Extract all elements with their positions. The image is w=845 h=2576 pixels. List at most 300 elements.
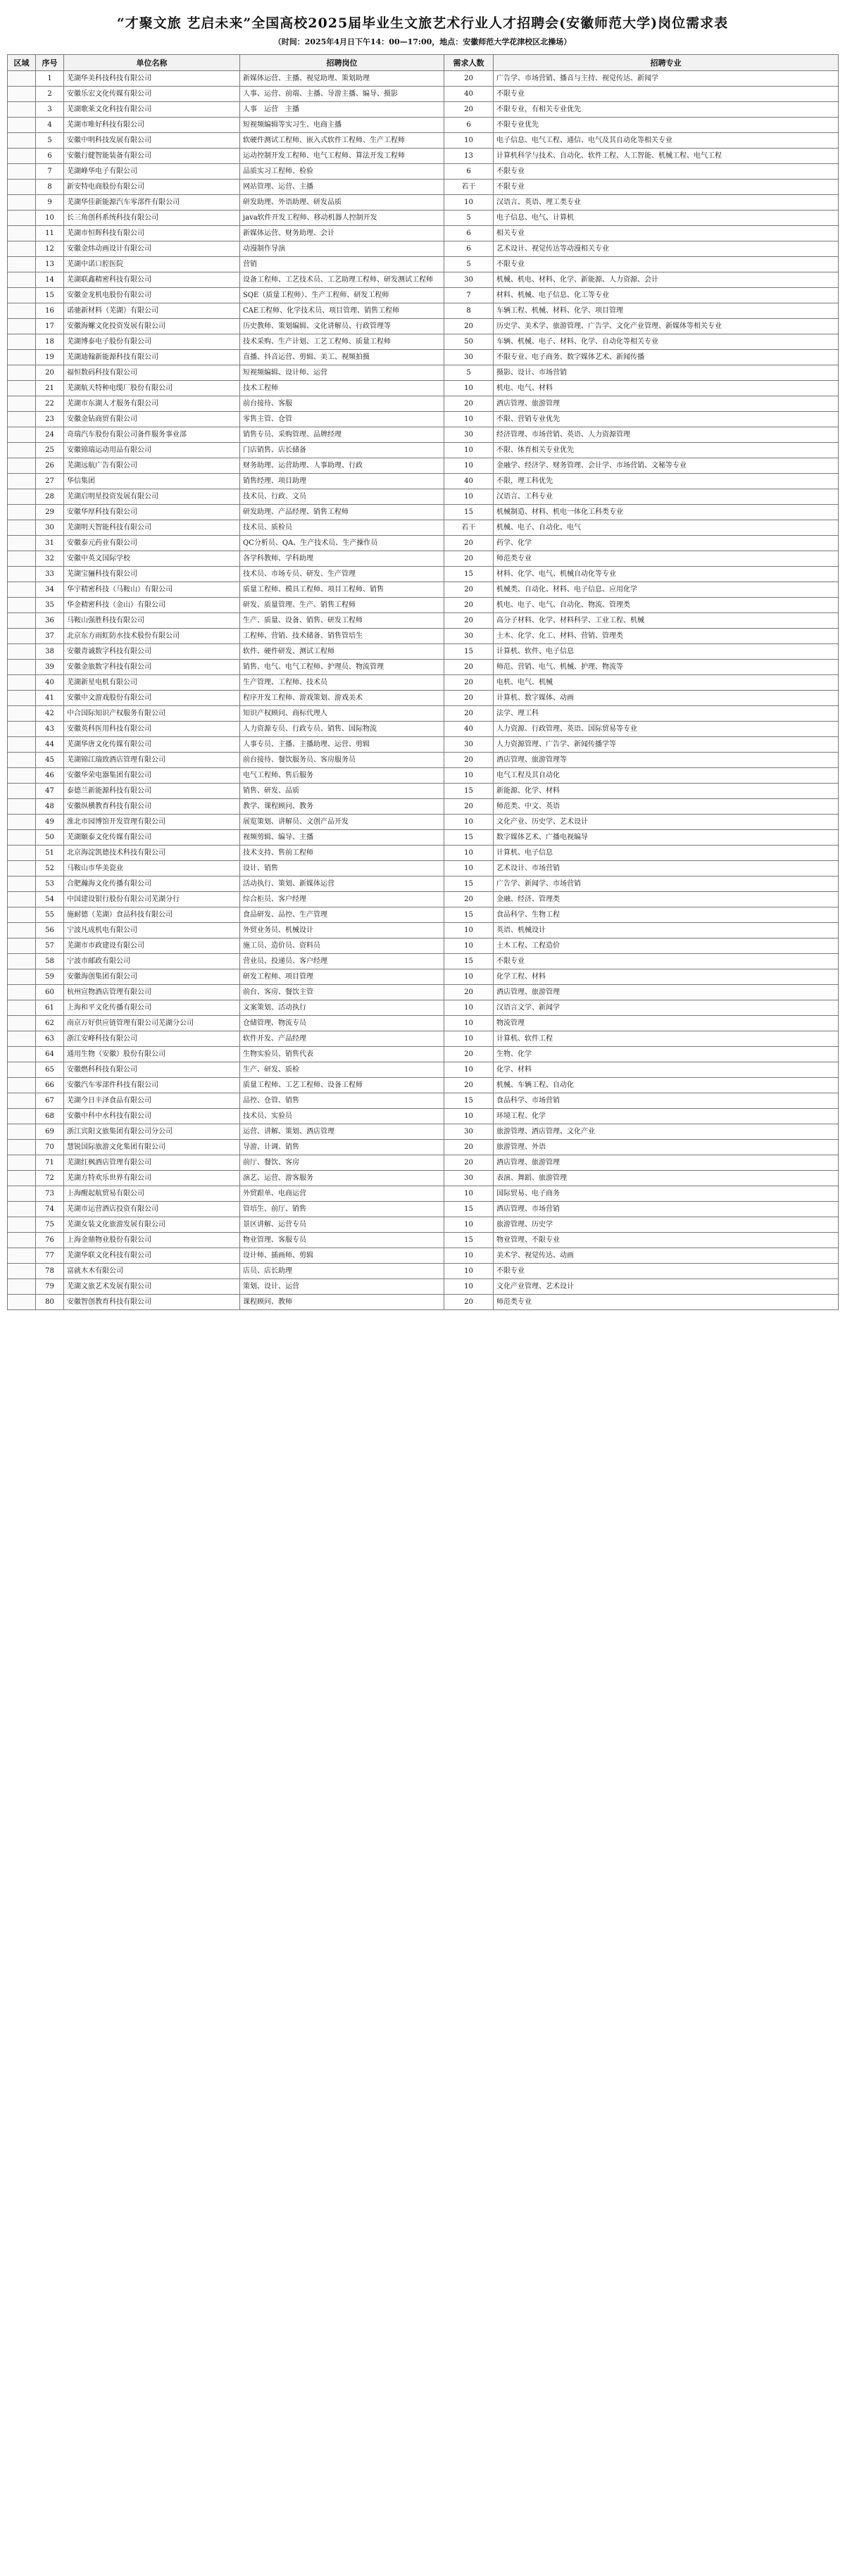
cell-count: 15 xyxy=(444,907,494,923)
cell-num: 6 xyxy=(36,149,64,164)
cell-count: 20 xyxy=(444,102,494,118)
cell-position: 技术采购、生产计划、工艺工程师、质量工程师 xyxy=(240,334,444,350)
cell-region xyxy=(8,303,36,319)
table-row xyxy=(8,102,839,118)
cell-region xyxy=(8,288,36,303)
table-row xyxy=(8,164,839,180)
cell-count: 6 xyxy=(444,164,494,180)
cell-company: 安徽泰元药业有限公司 xyxy=(64,536,240,551)
table-row xyxy=(8,753,839,768)
cell-major: 摄影、设计、市场营销 xyxy=(494,365,839,381)
table-row xyxy=(8,923,839,938)
cell-major: 国际贸易、电子商务 xyxy=(494,1186,839,1202)
cell-major: 车辆工程、机械、材料、化学、项目管理 xyxy=(494,303,839,319)
cell-major: 师范、营销、电气、机械、护理、物流等 xyxy=(494,660,839,675)
cell-num: 47 xyxy=(36,784,64,799)
cell-count: 30 xyxy=(444,272,494,288)
cell-region xyxy=(8,226,36,241)
cell-major: 酒店管理、旅游管理 xyxy=(494,985,839,1000)
cell-position: 软件、硬件研发、测试工程师 xyxy=(240,644,444,660)
cell-count: 15 xyxy=(444,1093,494,1109)
cell-major: 数字媒体艺术、广播电视编导 xyxy=(494,830,839,846)
cell-position: CAE工程师、化学技术员、项目管理、销售工程师 xyxy=(240,303,444,319)
table-row xyxy=(8,87,839,102)
cell-major: 酒店管理、旅游管理 xyxy=(494,1155,839,1171)
cell-company: 芜湖市恒辉科技有限公司 xyxy=(64,226,240,241)
cell-major: 酒店管理、市场营销 xyxy=(494,1202,839,1217)
cell-num: 15 xyxy=(36,288,64,303)
cell-position: 研发、质量管理、生产、销售工程师 xyxy=(240,598,444,613)
cell-region xyxy=(8,1093,36,1109)
cell-position: 电气工程师、售后服务 xyxy=(240,768,444,784)
header-count: 需求人数 xyxy=(444,55,494,71)
cell-region xyxy=(8,180,36,195)
cell-position: 新媒体运营、财务助理、会计 xyxy=(240,226,444,241)
cell-num: 27 xyxy=(36,474,64,489)
table-row xyxy=(8,582,839,598)
cell-position: 研发工程师、项目管理 xyxy=(240,969,444,985)
cell-position: 研发助理、外语助理、研发品质 xyxy=(240,195,444,211)
table-row xyxy=(8,877,839,892)
cell-position: 外贸跟单、电商运营 xyxy=(240,1186,444,1202)
cell-major: 环境工程、化学 xyxy=(494,1109,839,1124)
cell-region xyxy=(8,753,36,768)
cell-major: 旅游管理、酒店管理、文化产业 xyxy=(494,1124,839,1140)
cell-major: 汉语言文学、新闻学 xyxy=(494,1000,839,1016)
cell-position: 软硬件测试工程师、嵌入式软件工程师、生产工程师 xyxy=(240,133,444,149)
cell-num: 51 xyxy=(36,846,64,861)
cell-count: 20 xyxy=(444,706,494,722)
cell-company: 芜湖歌莱文化科技有限公司 xyxy=(64,102,240,118)
cell-num: 70 xyxy=(36,1140,64,1155)
cell-count: 10 xyxy=(444,923,494,938)
cell-major: 化学工程、材料 xyxy=(494,969,839,985)
cell-num: 78 xyxy=(36,1264,64,1279)
cell-major: 金融学、经济学、财务管理、会计学、市场营销、文秘等专业 xyxy=(494,458,839,474)
cell-num: 3 xyxy=(36,102,64,118)
cell-company: 浙江宾阳文旅集团有限公司分公司 xyxy=(64,1124,240,1140)
cell-num: 20 xyxy=(36,365,64,381)
cell-region xyxy=(8,1186,36,1202)
cell-company: 安徽中科中水科技有限公司 xyxy=(64,1109,240,1124)
cell-position: 直播、抖音运营、剪辑、美工、视频拍摄 xyxy=(240,350,444,365)
cell-region xyxy=(8,381,36,396)
cell-position: 生产管理、工程师、技术员 xyxy=(240,675,444,691)
table-row xyxy=(8,846,839,861)
cell-position: 人事专员、主播、主播助理、运营、剪辑 xyxy=(240,737,444,753)
cell-company: 芜湖新星电机有限公司 xyxy=(64,675,240,691)
cell-num: 21 xyxy=(36,381,64,396)
cell-count: 15 xyxy=(444,877,494,892)
table-row xyxy=(8,536,839,551)
cell-count: 10 xyxy=(444,1109,494,1124)
cell-count: 10 xyxy=(444,846,494,861)
cell-position: 导游、计调、销售 xyxy=(240,1140,444,1155)
cell-count: 8 xyxy=(444,303,494,319)
cell-position: 技术员、行政、文员 xyxy=(240,489,444,505)
cell-company: 北京海淀凯德技术科技有限公司 xyxy=(64,846,240,861)
cell-major: 旅游管理、外语 xyxy=(494,1140,839,1155)
cell-position: 技术员、实验员 xyxy=(240,1109,444,1124)
page-subtitle: （时间：2025年4月日下午14：00—17:00，地点：安徽师范大学花津校区北操场） xyxy=(273,37,572,46)
cell-company: 福恒数码科技有限公司 xyxy=(64,365,240,381)
cell-major: 计算机、软件工程 xyxy=(494,1031,839,1047)
cell-region xyxy=(8,660,36,675)
cell-region xyxy=(8,272,36,288)
cell-count: 10 xyxy=(444,412,494,427)
cell-company: 施耐德（芜湖）食品科技有限公司 xyxy=(64,907,240,923)
table-row xyxy=(8,1264,839,1279)
cell-major: 电气工程及其自动化 xyxy=(494,768,839,784)
cell-position: 技术支持、售前工程师 xyxy=(240,846,444,861)
table-row xyxy=(8,1186,839,1202)
header-row xyxy=(8,55,839,71)
cell-major: 计算机科学与技术、自动化、软件工程、人工智能、机械工程、电气工程 xyxy=(494,149,839,164)
cell-region xyxy=(8,613,36,629)
cell-position: 营业员、投递员、客户经理 xyxy=(240,954,444,969)
cell-position: 演艺、运营、游客服务 xyxy=(240,1171,444,1186)
cell-region xyxy=(8,241,36,257)
cell-company: 安徽乐宏文化传媒有限公司 xyxy=(64,87,240,102)
cell-position: 前台接待、客服 xyxy=(240,396,444,412)
cell-count: 10 xyxy=(444,1062,494,1078)
cell-num: 48 xyxy=(36,799,64,815)
table-row xyxy=(8,768,839,784)
cell-position: 短视频编辑、设计师、运营 xyxy=(240,365,444,381)
cell-count: 5 xyxy=(444,365,494,381)
cell-company: 上海和平文化传播有限公司 xyxy=(64,1000,240,1016)
cell-count: 20 xyxy=(444,1140,494,1155)
cell-major: 金融、经济、管理类 xyxy=(494,892,839,907)
cell-major: 新能源、化学、材料 xyxy=(494,784,839,799)
cell-num: 76 xyxy=(36,1233,64,1248)
table-header xyxy=(8,55,839,71)
cell-count: 7 xyxy=(444,288,494,303)
cell-region xyxy=(8,1279,36,1295)
cell-position: 人事 运营 主播 xyxy=(240,102,444,118)
cell-region xyxy=(8,396,36,412)
cell-region xyxy=(8,969,36,985)
cell-count: 30 xyxy=(444,629,494,644)
cell-count: 10 xyxy=(444,1031,494,1047)
cell-major: 生物、化学 xyxy=(494,1047,839,1062)
table-row xyxy=(8,319,839,334)
cell-region xyxy=(8,1047,36,1062)
cell-count: 10 xyxy=(444,1248,494,1264)
cell-position: 设计师、插画师、剪辑 xyxy=(240,1248,444,1264)
table-row xyxy=(8,675,839,691)
cell-num: 14 xyxy=(36,272,64,288)
cell-num: 69 xyxy=(36,1124,64,1140)
table-row xyxy=(8,211,839,226)
cell-major: 机械、车辆工程、自动化 xyxy=(494,1078,839,1093)
cell-num: 25 xyxy=(36,443,64,458)
table-body xyxy=(8,71,839,1310)
cell-count: 6 xyxy=(444,118,494,133)
cell-count: 10 xyxy=(444,1264,494,1279)
cell-count: 10 xyxy=(444,458,494,474)
cell-position: 前厅、餐饮、客房 xyxy=(240,1155,444,1171)
cell-position: 设计、销售 xyxy=(240,861,444,877)
cell-num: 12 xyxy=(36,241,64,257)
cell-count: 15 xyxy=(444,567,494,582)
cell-company: 芜湖博泰电子股份有限公司 xyxy=(64,334,240,350)
cell-major: 旅游管理、历史学 xyxy=(494,1217,839,1233)
cell-count: 20 xyxy=(444,613,494,629)
cell-count: 10 xyxy=(444,133,494,149)
cell-major: 土木工程、工程造价 xyxy=(494,938,839,954)
cell-count: 30 xyxy=(444,737,494,753)
cell-count: 20 xyxy=(444,1155,494,1171)
cell-company: 马鞍山强胜科技有限公司 xyxy=(64,613,240,629)
cell-major: 不限专业 xyxy=(494,180,839,195)
cell-region xyxy=(8,629,36,644)
cell-count: 10 xyxy=(444,1016,494,1031)
cell-company: 芜湖文旅艺术发展有限公司 xyxy=(64,1279,240,1295)
cell-num: 37 xyxy=(36,629,64,644)
page-title: “才聚文旅 艺启未来”全国高校2025届毕业生文旅艺术行业人才招聘会(安徽师范大学)岗位需求表 xyxy=(116,15,729,31)
cell-major: 机械、机电、材料、化学、新能源、人力资源、会计 xyxy=(494,272,839,288)
cell-count: 6 xyxy=(444,226,494,241)
cell-major: 材料、机械、电子信息、化工等专业 xyxy=(494,288,839,303)
cell-num: 22 xyxy=(36,396,64,412)
cell-region xyxy=(8,536,36,551)
cell-num: 75 xyxy=(36,1217,64,1233)
cell-count: 40 xyxy=(444,474,494,489)
cell-position: 销售、研发、品质 xyxy=(240,784,444,799)
cell-num: 57 xyxy=(36,938,64,954)
table-row xyxy=(8,443,839,458)
cell-region xyxy=(8,1062,36,1078)
cell-count: 15 xyxy=(444,830,494,846)
table-row xyxy=(8,474,839,489)
cell-num: 71 xyxy=(36,1155,64,1171)
cell-company: 芜湖华唐文化传媒有限公司 xyxy=(64,737,240,753)
cell-region xyxy=(8,768,36,784)
cell-num: 9 xyxy=(36,195,64,211)
table-row xyxy=(8,381,839,396)
table-row xyxy=(8,815,839,830)
cell-position: 视频剪辑、编导、主播 xyxy=(240,830,444,846)
cell-region xyxy=(8,257,36,272)
cell-major: 计算机、电子信息 xyxy=(494,846,839,861)
cell-company: 芜湖女装文化旅游发展有限公司 xyxy=(64,1217,240,1233)
cell-region xyxy=(8,118,36,133)
cell-region xyxy=(8,938,36,954)
cell-position: 管培生、前厅、销售 xyxy=(240,1202,444,1217)
table-row xyxy=(8,1124,839,1140)
cell-region xyxy=(8,443,36,458)
cell-position: 财务助理、运营助理、人事助理、行政 xyxy=(240,458,444,474)
cell-region xyxy=(8,861,36,877)
cell-count: 10 xyxy=(444,1217,494,1233)
cell-count: 10 xyxy=(444,938,494,954)
header-num: 序号 xyxy=(36,55,64,71)
cell-region xyxy=(8,211,36,226)
cell-count: 13 xyxy=(444,149,494,164)
cell-position: 动漫制作导演 xyxy=(240,241,444,257)
table-row xyxy=(8,520,839,536)
cell-position: java软件开发工程师、移动机器人控制开发 xyxy=(240,211,444,226)
table-row xyxy=(8,1248,839,1264)
table-row xyxy=(8,365,839,381)
cell-position: 前台接待、餐饮服务员、客房服务员 xyxy=(240,753,444,768)
cell-num: 34 xyxy=(36,582,64,598)
cell-major: 经济管理、市场营销、英语、人力资源管理 xyxy=(494,427,839,443)
table-row xyxy=(8,412,839,427)
cell-company: 芜湖今日丰泽食品有限公司 xyxy=(64,1093,240,1109)
cell-major: 电机、电气、机械 xyxy=(494,675,839,691)
cell-company: 安徽汽车零部件科技有限公司 xyxy=(64,1078,240,1093)
cell-major: 电子信息、电气工程、通信、电气及其自动化等相关专业 xyxy=(494,133,839,149)
cell-position: 活动执行、策划、新媒体运营 xyxy=(240,877,444,892)
cell-major: 酒店管理、旅游管理 xyxy=(494,396,839,412)
cell-company: 上海金鼎物业股份有限公司 xyxy=(64,1233,240,1248)
table-row xyxy=(8,396,839,412)
table-row xyxy=(8,954,839,969)
cell-region xyxy=(8,1264,36,1279)
cell-count: 20 xyxy=(444,396,494,412)
cell-major: 不限、体育相关专业优先 xyxy=(494,443,839,458)
cell-num: 61 xyxy=(36,1000,64,1016)
cell-company: 安徽中英文国际学校 xyxy=(64,551,240,567)
cell-num: 59 xyxy=(36,969,64,985)
cell-major: 物流管理 xyxy=(494,1016,839,1031)
table-row xyxy=(8,784,839,799)
cell-major: 不限专业优先 xyxy=(494,118,839,133)
cell-count: 5 xyxy=(444,211,494,226)
cell-count: 20 xyxy=(444,753,494,768)
cell-count: 20 xyxy=(444,799,494,815)
table-row xyxy=(8,1109,839,1124)
cell-company: 安徽金钻商贸有限公司 xyxy=(64,412,240,427)
cell-major: 计算机、软件、电子信息 xyxy=(494,644,839,660)
cell-num: 16 xyxy=(36,303,64,319)
cell-major: 机电、电气、材料 xyxy=(494,381,839,396)
cell-num: 58 xyxy=(36,954,64,969)
cell-region xyxy=(8,474,36,489)
cell-company: 芜湖红枫酒店管理有限公司 xyxy=(64,1155,240,1171)
cell-company: 芜湖华佳新能源汽车零部件有限公司 xyxy=(64,195,240,211)
cell-count: 20 xyxy=(444,319,494,334)
cell-num: 74 xyxy=(36,1202,64,1217)
cell-num: 32 xyxy=(36,551,64,567)
cell-num: 40 xyxy=(36,675,64,691)
cell-region xyxy=(8,365,36,381)
cell-company: 新安特电商股份有限公司 xyxy=(64,180,240,195)
cell-region xyxy=(8,427,36,443)
cell-company: 芜湖方特欢乐世界有限公司 xyxy=(64,1171,240,1186)
cell-major: 材料、化学、电气、机械自动化等专业 xyxy=(494,567,839,582)
cell-position: 品控、仓管、销售 xyxy=(240,1093,444,1109)
cell-major: 师范类专业 xyxy=(494,1295,839,1310)
table-row xyxy=(8,241,839,257)
cell-company: 浙江安峰科技有限公司 xyxy=(64,1031,240,1047)
cell-major: 电子信息、电气、计算机 xyxy=(494,211,839,226)
cell-count: 15 xyxy=(444,505,494,520)
cell-position: 程序开发工程师、游戏策划、游戏美术 xyxy=(240,691,444,706)
table-row xyxy=(8,613,839,629)
cell-region xyxy=(8,691,36,706)
cell-region xyxy=(8,412,36,427)
cell-num: 50 xyxy=(36,830,64,846)
cell-major: 广告学、新闻学、市场营销 xyxy=(494,877,839,892)
cell-major: 汉语言、英语、理工类专业 xyxy=(494,195,839,211)
table-row xyxy=(8,969,839,985)
cell-position: 物业管理、客服专员 xyxy=(240,1233,444,1248)
cell-major: 表演、舞蹈、旅游管理 xyxy=(494,1171,839,1186)
cell-count: 20 xyxy=(444,985,494,1000)
cell-position: 前台、客房、餐饮主管 xyxy=(240,985,444,1000)
cell-region xyxy=(8,877,36,892)
cell-num: 26 xyxy=(36,458,64,474)
cell-num: 38 xyxy=(36,644,64,660)
cell-position: 新媒体运营、主播、视觉助理、策划助理 xyxy=(240,71,444,87)
table-row xyxy=(8,799,839,815)
cell-major: 酒店管理、旅游管理等 xyxy=(494,753,839,768)
cell-num: 56 xyxy=(36,923,64,938)
cell-company: 南京万好供应链管理有限公司芜湖分公司 xyxy=(64,1016,240,1031)
cell-major: 不限专业 xyxy=(494,257,839,272)
cell-num: 13 xyxy=(36,257,64,272)
cell-count: 10 xyxy=(444,381,494,396)
cell-company: 北京东方雨虹防水技术股份有限公司 xyxy=(64,629,240,644)
cell-num: 11 xyxy=(36,226,64,241)
cell-major: 艺术设计、市场营销 xyxy=(494,861,839,877)
cell-num: 5 xyxy=(36,133,64,149)
cell-company: 芜湖中诺口腔医院 xyxy=(64,257,240,272)
page xyxy=(7,0,838,1310)
cell-major: 师范类、中文、英语 xyxy=(494,799,839,815)
cell-company: 芜湖远航广告有限公司 xyxy=(64,458,240,474)
table-row xyxy=(8,1000,839,1016)
cell-region xyxy=(8,319,36,334)
cell-position: 课程顾问、教师 xyxy=(240,1295,444,1310)
cell-count: 20 xyxy=(444,1295,494,1310)
cell-major: 机械类、自动化、材料、电子信息、应用化学 xyxy=(494,582,839,598)
cell-major: 美术学、视觉传达、动画 xyxy=(494,1248,839,1264)
cell-position: 文案策划、活动执行 xyxy=(240,1000,444,1016)
cell-company: 中国建设银行股份有限公司芜湖分行 xyxy=(64,892,240,907)
cell-region xyxy=(8,1124,36,1140)
cell-region xyxy=(8,551,36,567)
cell-num: 55 xyxy=(36,907,64,923)
cell-position: 质量工程师、工艺工程师、设备工程师 xyxy=(240,1078,444,1093)
cell-num: 62 xyxy=(36,1016,64,1031)
table-row xyxy=(8,303,839,319)
cell-region xyxy=(8,598,36,613)
table-row xyxy=(8,1233,839,1248)
cell-position: 技术员、市场专员、研发、生产管理 xyxy=(240,567,444,582)
table-row xyxy=(8,985,839,1000)
cell-count: 15 xyxy=(444,954,494,969)
cell-major: 相关专业 xyxy=(494,226,839,241)
cell-company: 安徽金炜动画设计有限公司 xyxy=(64,241,240,257)
cell-region xyxy=(8,567,36,582)
cell-count: 30 xyxy=(444,1171,494,1186)
table-row xyxy=(8,71,839,87)
table-row xyxy=(8,1093,839,1109)
cell-num: 36 xyxy=(36,613,64,629)
cell-major: 英语、机械设计 xyxy=(494,923,839,938)
cell-major: 师范类专业 xyxy=(494,551,839,567)
table-row xyxy=(8,1047,839,1062)
cell-company: 中合国际知识产权服务有限公司 xyxy=(64,706,240,722)
cell-num: 41 xyxy=(36,691,64,706)
table-row xyxy=(8,118,839,133)
cell-major: 不限，理工科优先 xyxy=(494,474,839,489)
position-requirements-table xyxy=(7,54,839,1310)
